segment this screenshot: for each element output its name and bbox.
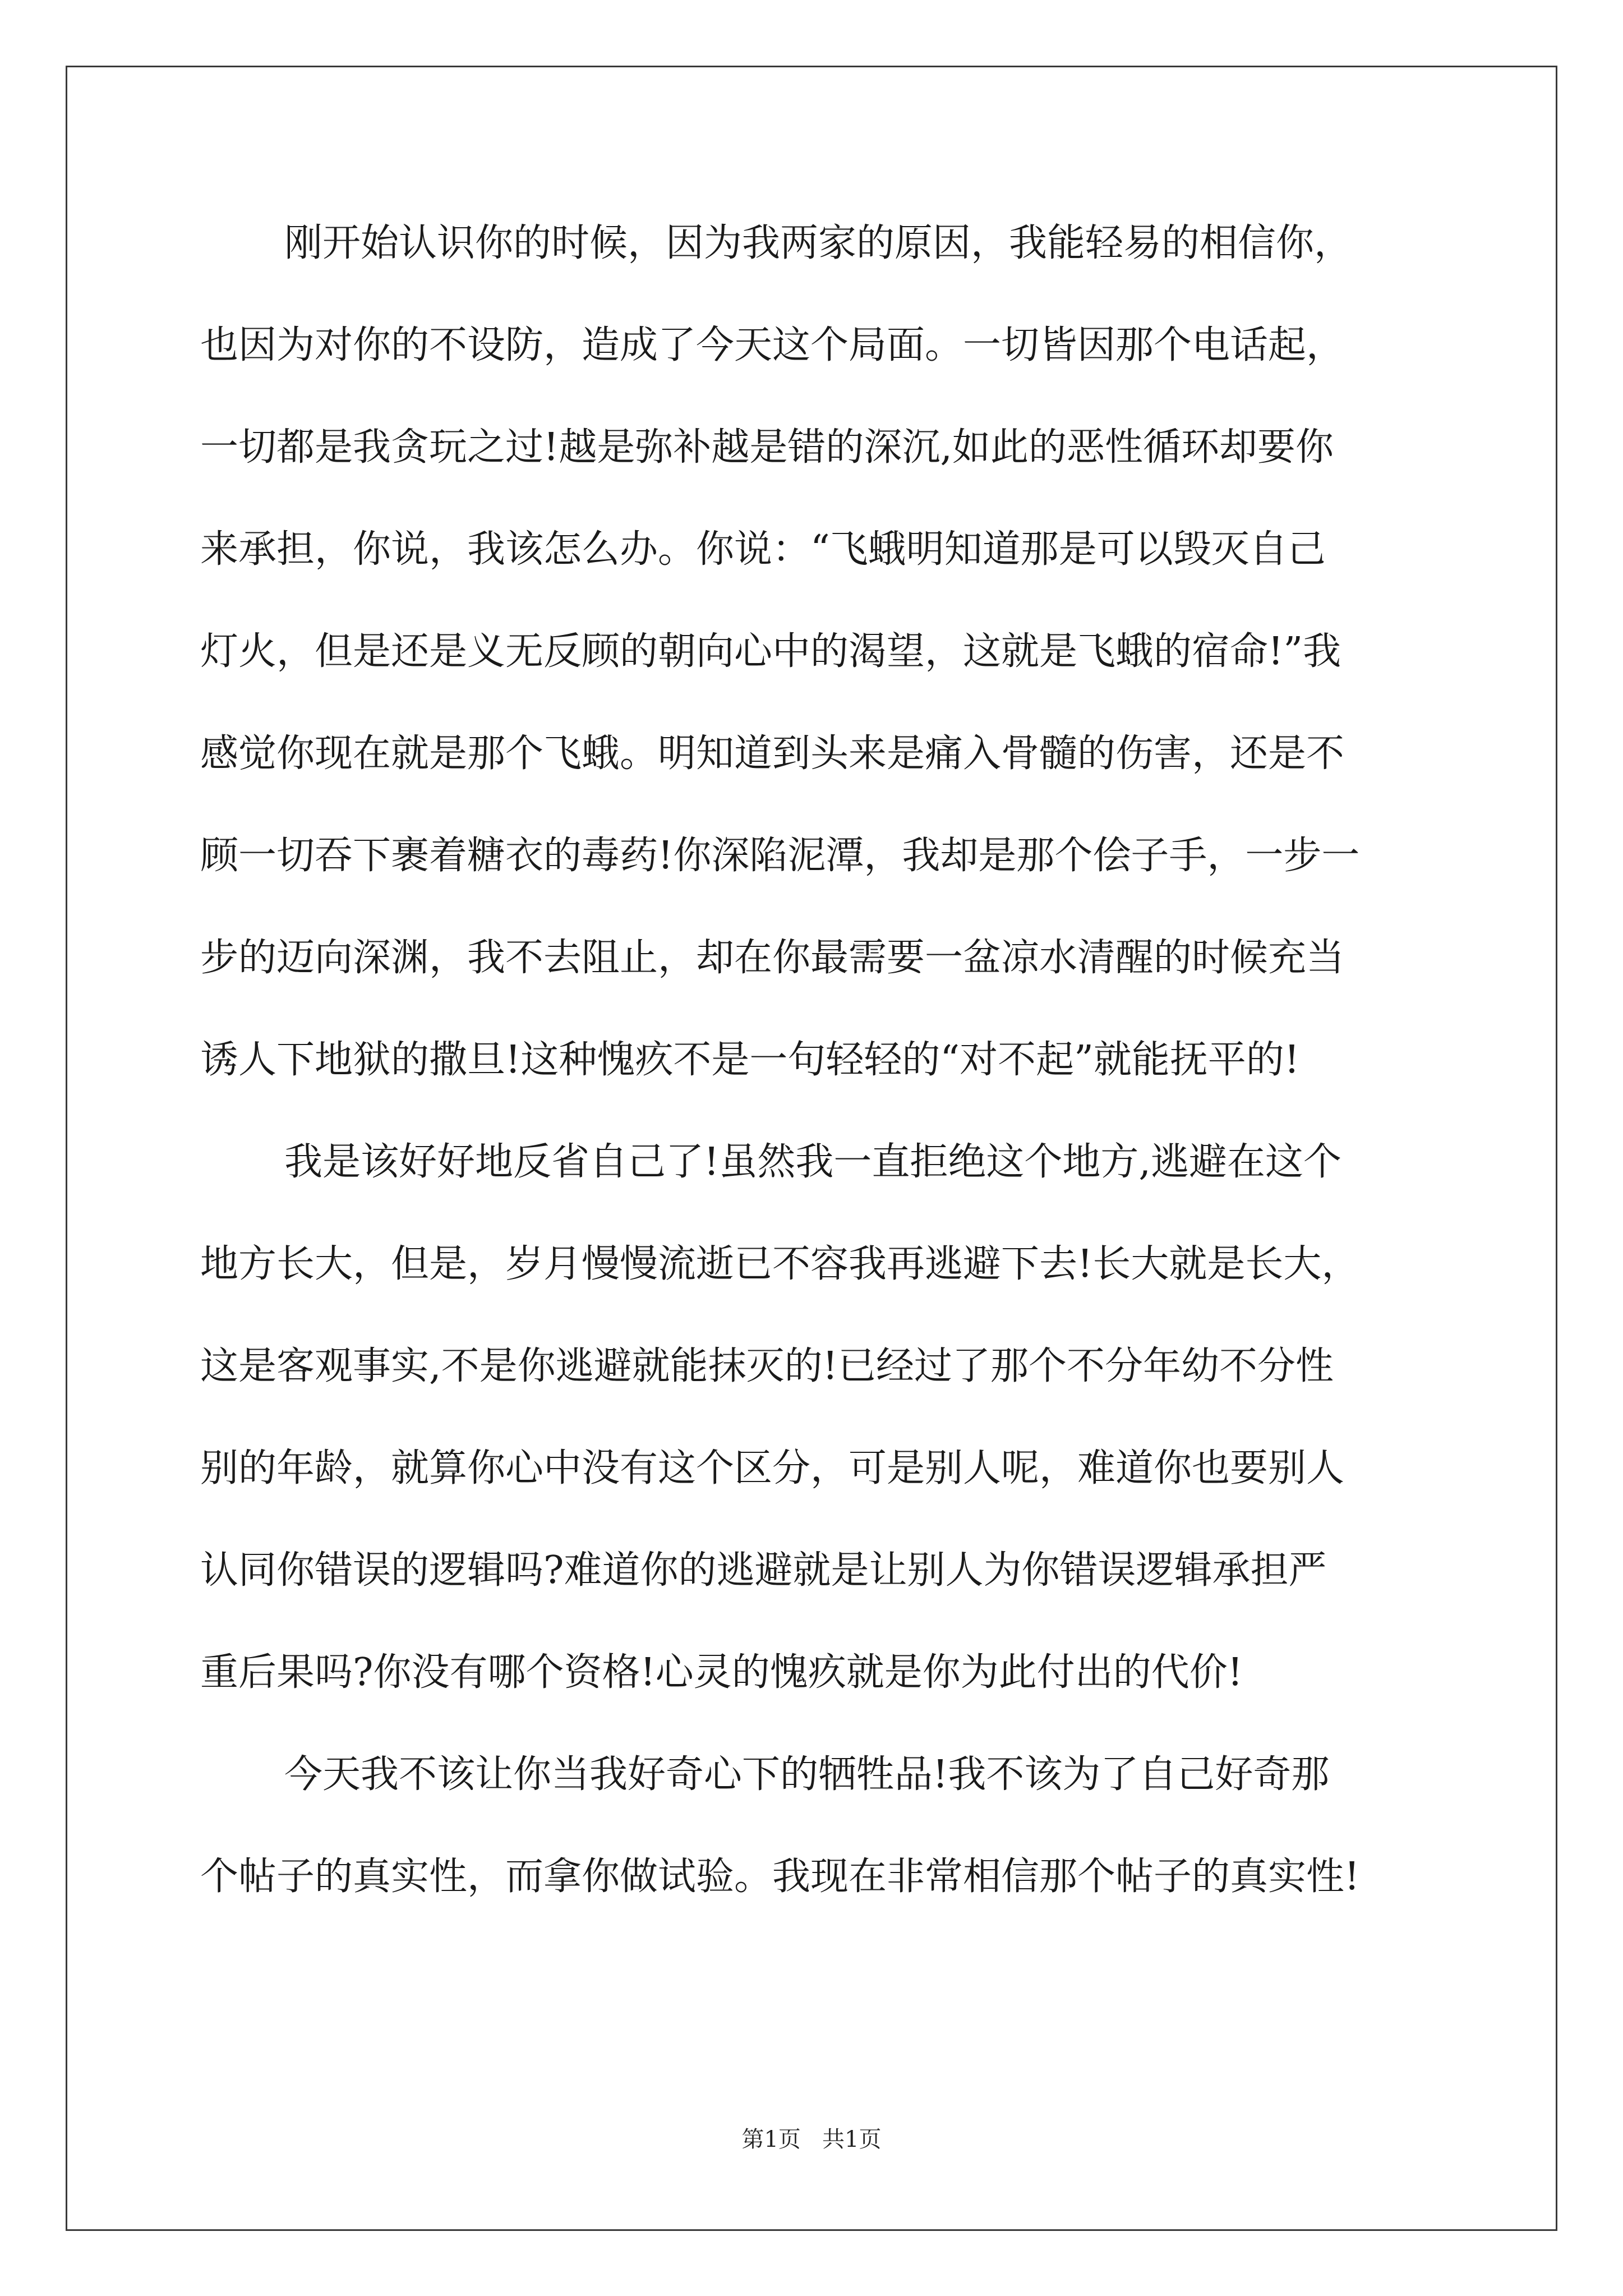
paragraph-1-line-9: 诱人下地狱的撒旦!这种愧疚不是一句轻轻的“对不起”就能抚平的! <box>200 1038 1300 1082</box>
paragraph-1-line-4: 来承担，你说，我该怎么办。你说：“飞蛾明知道那是可以毁灭自己 <box>200 527 1326 572</box>
paragraph-1-line-7: 顾一切吞下裹着糖衣的毒药!你深陷泥潭，我却是那个侩子手，一步一 <box>200 834 1360 878</box>
paragraph-1-line-3: 一切都是我贪玩之过!越是弥补越是错的深沉,如此的恶性循环却要你 <box>200 425 1334 470</box>
paragraph-1-line-6: 感觉你现在就是那个飞蛾。明知道到头来是痛入骨髓的伤害，还是不 <box>200 731 1345 776</box>
paragraph-2-line-2: 地方长大，但是，岁月慢慢流逝已不容我再逃避下去!长大就是长大， <box>200 1242 1360 1286</box>
paragraph-2-line-6: 重后果吗?你没有哪个资格!心灵的愧疚就是你为此付出的代价! <box>200 1650 1243 1695</box>
paragraph-2-line-5: 认同你错误的逻辑吗?难道你的逃避就是让别人为你错误逻辑承担严 <box>200 1548 1327 1593</box>
paragraph-1-line-5: 灯火，但是还是义无反顾的朝向心中的渴望，这就是飞蛾的宿命!”我 <box>200 629 1341 674</box>
paragraph-1-line-1: 刚开始认识你的时候，因为我两家的原因，我能轻易的相信你， <box>284 221 1353 265</box>
paragraph-2-line-3: 这是客观事实,不是你逃避就能抹灭的!已经过了那个不分年幼不分性 <box>200 1344 1334 1388</box>
paragraph-3-line-1: 今天我不该让你当我好奇心下的牺牲品!我不该为了自己好奇那 <box>284 1752 1330 1797</box>
paragraph-2-line-1: 我是该好好地反省自己了!虽然我一直拒绝这个地方,逃避在这个 <box>284 1140 1341 1184</box>
page-number-footer: 第1页 共1页 <box>741 2127 882 2152</box>
paragraph-3-line-2: 个帖子的真实性，而拿你做试验。我现在非常相信那个帖子的真实性! <box>200 1855 1360 1899</box>
paragraph-1-line-2: 也因为对你的不设防，造成了今天这个局面。一切皆因那个电话起， <box>200 323 1345 367</box>
paragraph-2-line-4: 别的年龄，就算你心中没有这个区分，可是别人呢，难道你也要别人 <box>200 1446 1345 1490</box>
paragraph-1-line-8: 步的迈向深渊，我不去阻止，却在你最需要一盆凉水清醒的时候充当 <box>200 936 1345 980</box>
